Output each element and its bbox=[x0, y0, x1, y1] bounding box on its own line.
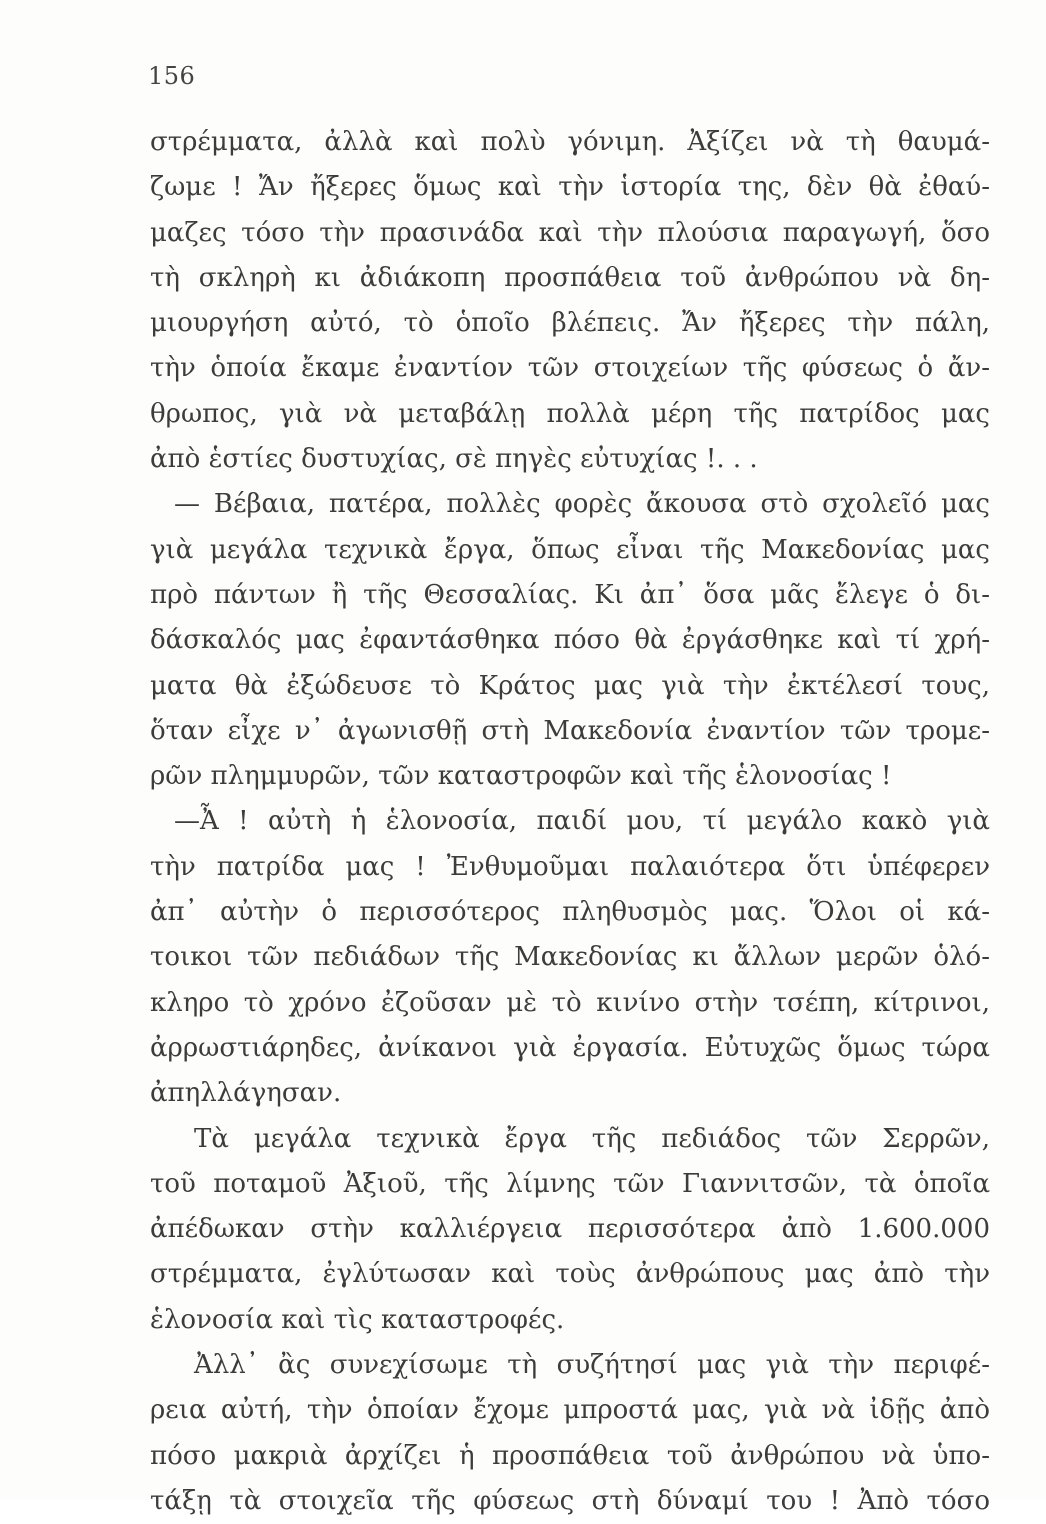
text-line: τὴν πατρίδα μας ! Ἐνθυμοῦμαι παλαιότερα ὅτι ὑπέφερεν bbox=[150, 851, 990, 882]
text-line: ἑλονοσία καὶ τὶς καταστροφές. bbox=[150, 1304, 565, 1335]
text-line: μαζες τόσο τὴν πρασινάδα καὶ τὴν πλούσια παραγωγή, ὅσο bbox=[150, 217, 990, 248]
text-line: στρέμματα, ἀλλὰ καὶ πολὺ γόνιμη. Ἀξίζει νὰ τὴ θαυμά- bbox=[150, 127, 990, 157]
text-line: μιουργήση αὐτό, τὸ ὁποῖο βλέπεις. Ἄν ἤξερες τὴν πάλη, bbox=[150, 308, 990, 339]
text-line: ματα θὰ ἐξώδευσε τὸ Κράτος μας γιὰ τὴν ἐκτέλεσί τους, bbox=[150, 670, 990, 701]
text-line: τοικοι τῶν πεδιάδων τῆς Μακεδονίας κι ἄλλων μερῶν ὁλό- bbox=[150, 942, 990, 973]
text-line: τοῦ ποταμοῦ Ἀξιοῦ, τῆς λίμνης τῶν Γιαννιτσῶν, τὰ ὁποῖα bbox=[150, 1168, 990, 1199]
text-line: — Βέβαια, πατέρα, πολλὲς φορὲς ἄκουσα στὸ σχολεῖό μας bbox=[174, 489, 990, 520]
text-line: πόσο μακριὰ ἀρχίζει ἡ προσπάθεια τοῦ ἀνθρώπου νὰ ὑπο- bbox=[150, 1440, 990, 1471]
page-number: 156 bbox=[148, 62, 196, 90]
text-line: γιὰ μεγάλα τεχνικὰ ἔργα, ὅπως εἶναι τῆς Μακεδονίας μας bbox=[150, 534, 990, 565]
text-line: στρέμματα, ἐγλύτωσαν καὶ τοὺς ἀνθρώπους μας ἀπὸ τὴν bbox=[150, 1259, 990, 1290]
text-line: κληρο τὸ χρόνο ἐζοῦσαν μὲ τὸ κινίνο στὴν τσέπη, κίτρινοι, bbox=[150, 987, 990, 1018]
text-line: Τὰ μεγάλα τεχνικὰ ἔργα τῆς πεδιάδος τῶν Σερρῶν, bbox=[194, 1123, 990, 1154]
text-line: ρῶν πλημμυρῶν, τῶν καταστροφῶν καὶ τῆς ἑλονοσίας ! bbox=[150, 761, 892, 792]
text-line: δάσκαλός μας ἐφαντάσθηκα πόσο θὰ ἐργάσθηκε καὶ τί χρή- bbox=[150, 625, 990, 656]
body-text bbox=[150, 120, 990, 1524]
text-line: ζωμε ! Ἄν ἤξερες ὅμως καὶ τὴν ἱστορία της, δὲν θὰ ἐθαύ- bbox=[150, 172, 990, 203]
text-line: ρεια αὐτή, τὴν ὁποίαν ἔχομε μπροστά μας, γιὰ νὰ ἰδῇς ἀπὸ bbox=[150, 1395, 990, 1426]
text-line: τὴ σκληρὴ κι ἀδιάκοπη προσπάθεια τοῦ ἀνθρώπου νὰ δη- bbox=[150, 262, 990, 293]
text-line: θρωπος, γιὰ νὰ μεταβάλῃ πολλὰ μέρη τῆς πατρίδος μας bbox=[150, 398, 990, 429]
text-line: Ἀλλ᾿ ἂς συνεχίσωμε τὴ συζήτησί μας γιὰ τὴν περιφέ- bbox=[194, 1350, 990, 1381]
text-line: πρὸ πάντων ἢ τῆς Θεσσαλίας. Κι ἀπ᾿ ὅσα μᾶς ἔλεγε ὁ δι- bbox=[150, 579, 990, 610]
text-line: ἀπηλλάγησαν. bbox=[150, 1078, 342, 1109]
text-line: ἀρρωστιάρηδες, ἀνίκανοι γιὰ ἐργασία. Εὐτυχῶς ὅμως τώρα bbox=[150, 1032, 990, 1063]
text-line: τάξῃ τὰ στοιχεῖα τῆς φύσεως στὴ δύναμί του ! Ἀπὸ τόσο bbox=[150, 1485, 990, 1516]
text-line: ἀπέδωκαν στὴν καλλιέργεια περισσότερα ἀπὸ 1.600.000 bbox=[150, 1214, 990, 1245]
text-line: ἀπὸ ἑστίες δυστυχίας, σὲ πηγὲς εὐτυχίας !. . . bbox=[150, 444, 758, 475]
text-line: ἀπ᾿ αὐτὴν ὁ περισσότερος πληθυσμὸς μας. Ὅλοι οἱ κά- bbox=[150, 897, 990, 928]
text-line: τὴν ὁποία ἔκαμε ἐναντίον τῶν στοιχείων τῆς φύσεως ὁ ἄν- bbox=[150, 353, 990, 384]
text-line: ὅταν εἶχε ν᾿ ἀγωνισθῇ στὴ Μακεδονία ἐναντίον τῶν τρομε- bbox=[150, 715, 990, 746]
text-line: —Ἆ ! αὐτὴ ἡ ἑλονοσία, παιδί μου, τί μεγάλο κακὸ γιὰ bbox=[174, 806, 990, 837]
